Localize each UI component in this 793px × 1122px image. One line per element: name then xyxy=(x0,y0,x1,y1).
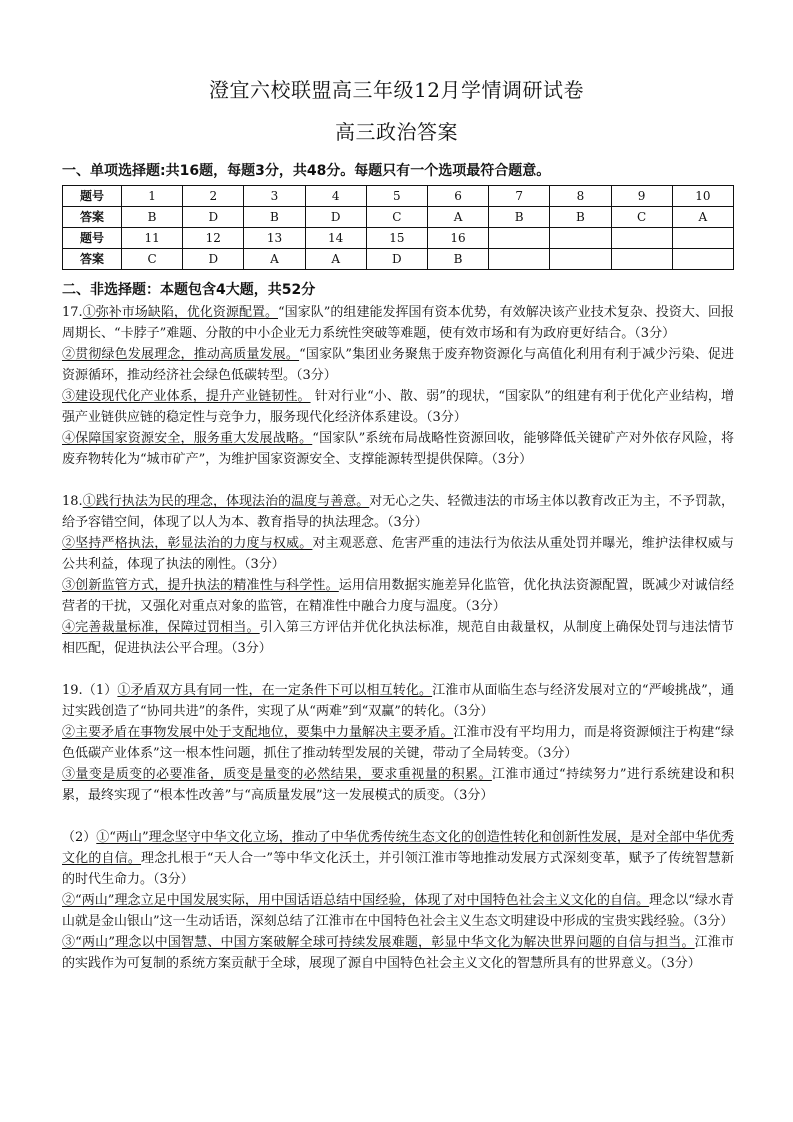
answer-cell: B xyxy=(550,207,611,228)
q17-point-2: ②贯彻绿色发展理念，推动高质量发展。“国家队”集团业务聚焦于废弃物资源化与高值化利用有利于减少污染、促进资源循环，推动经济社会绿色低碳转型。（3分） xyxy=(62,347,734,383)
answer-table xyxy=(62,185,734,270)
question-number-cell xyxy=(550,228,611,249)
question-number-cell: 14 xyxy=(305,228,366,249)
q17-key-2: ②贯彻绿色发展理念，推动高质量发展。 xyxy=(62,347,300,362)
answer-row-label: 答案 xyxy=(63,249,122,270)
question-number-cell: 4 xyxy=(305,186,366,207)
q18-point-2: ②坚持严格执法，彰显法治的力度与权威。对主观恶意、危害严重的违法行为依法从重处罚并曝光，维护法律权威与公共利益，体现了执法的刚性。（3分） xyxy=(62,536,734,572)
q18-key-4: ④完善裁量标准，保障过罚相当。 xyxy=(62,620,260,635)
answer-cell: D xyxy=(366,249,427,270)
answer-cell: B xyxy=(427,249,488,270)
q18-point-3: ③创新监管方式，提升执法的精准性与科学性。运用信用数据实施差异化监管，优化执法资源配置，既减少对诚信经营者的干扰，又强化对重点对象的监管，在精准性中融合力度与温度。（3分） xyxy=(62,578,734,614)
section1-heading: 一、单项选择题:共16题，每题3分，共48分。每题只有一个选项最符合题意。 xyxy=(62,163,551,179)
answer-cell: A xyxy=(244,249,305,270)
q18-key-2: ②坚持严格执法，彰显法治的力度与权威。 xyxy=(62,536,313,551)
question-number-cell: 6 xyxy=(427,186,488,207)
question-number-row-label: 题号 xyxy=(63,228,122,249)
q17-point-1: 17.①弥补市场缺陷，优化资源配置。“国家队”的组建能发挥国有资本优势，有效解决该产业技术复杂、投资大、回报周期长、“卡脖子”难题、分散的中小企业无力系统性突破等难题，使有效市场和有为政府更好结合。（3分） xyxy=(62,305,734,341)
q18-point-1: 18.①践行执法为民的理念，体现法治的温度与善意。对无心之失、轻微违法的市场主体以教育改正为主，不予罚款，给予容错空间，体现了以人为本、教育指导的执法理念。（3分） xyxy=(62,494,734,530)
answer-row xyxy=(63,249,734,270)
answer-cell: B xyxy=(244,207,305,228)
q19-key-1: ①矛盾双方具有同一性，在一定条件下可以相互转化。 xyxy=(117,683,433,698)
q17-key-1: ①弥补市场缺陷，优化资源配置。 xyxy=(82,305,279,320)
q19-point-2: ②主要矛盾在事物发展中处于支配地位，要集中力量解决主要矛盾。江淮市没有平均用力，而是将资源倾注于构建“绿色低碳产业体系”这一根本性问题，抓住了推动转型发展的关键，带动了全局转变。（3分） xyxy=(62,725,734,761)
answer-cell: C xyxy=(611,207,672,228)
q17-point-3: ③建设现代化产业体系，提升产业链韧性。 针对行业“小、散、弱”的现状，“国家队”的组建有利于优化产业结构，增强产业链供应链的稳定性与竞争力，服务现代化经济体系建设。（3分） xyxy=(62,389,734,425)
q19-key-2: ②主要矛盾在事物发展中处于支配地位，要集中力量解决主要矛盾。 xyxy=(62,725,454,740)
section2-heading: 二、非选择题：本题包含4大题，共52分 xyxy=(62,282,316,298)
answer-row-label: 答案 xyxy=(63,207,122,228)
q17-key-3: ③建设现代化产业体系，提升产业链韧性。 xyxy=(62,389,311,404)
question-number-cell xyxy=(489,228,550,249)
answer-cell xyxy=(611,249,672,270)
answer-cell xyxy=(550,249,611,270)
answer-cell: A xyxy=(672,207,733,228)
q17-key-4: ④保障国家资源安全，服务重大发展战略。 xyxy=(62,431,313,446)
exam-title: 澄宜六校联盟高三年级12月学情调研试卷 xyxy=(209,78,584,102)
answer-cell xyxy=(672,249,733,270)
q18-key-1: ①践行执法为民的理念，体现法治的温度与善意。 xyxy=(82,494,370,509)
answer-cell: B xyxy=(122,207,183,228)
question-number-cell: 9 xyxy=(611,186,672,207)
exam-subtitle: 高三政治答案 xyxy=(335,120,458,144)
q19-point-4: （2）①“两山”理念坚守中华文化立场，推动了中华优秀传统生态文化的创造性转化和创新性发展，是对全部中华优秀文化的自信。理念扎根于“天人合一”等中华文化沃土，并引领江淮市等地推动发展方式深刻变革，赋予了传统智慧新的时代生命力。（3分） xyxy=(62,830,734,887)
answers-body xyxy=(62,302,734,974)
question-number-cell: 7 xyxy=(489,186,550,207)
q19-key-5: ②“两山”理念立足中国发展实际，用中国话语总结中国经验，体现了对中国特色社会主义文化的自信。 xyxy=(62,893,650,908)
question-number-cell xyxy=(672,228,733,249)
question-number-cell: 16 xyxy=(427,228,488,249)
q17-point-4: ④保障国家资源安全，服务重大发展战略。“国家队”系统布局战略性资源回收，能够降低关键矿产对外依存风险，将废弃物转化为“城市矿产”，为维护国家资源安全、支撑能源转型提供保障。（3分） xyxy=(62,431,734,467)
q18-point-4: ④完善裁量标准，保障过罚相当。引入第三方评估并优化执法标准，规范自由裁量权，从制度上确保处罚与违法情节相匹配，促进执法公平合理。（3分） xyxy=(62,620,734,656)
q19-point-3: ③量变是质变的必要准备，质变是量变的必然结果，要求重视量的积累。江淮市通过“持续努力”进行系统建设和积累，最终实现了“根本性改善”与“高质量发展”这一发展模式的质变。（3分） xyxy=(62,767,734,803)
q19-point-6: ③“两山”理念以中国智慧、中国方案破解全球可持续发展难题，彰显中华文化为解决世界问题的自信与担当。江淮市的实践作为可复制的系统方案贡献于全球，展现了源自中国特色社会主义文化的智慧所具有的世界意义。（3分） xyxy=(62,935,734,971)
question-number-cell: 10 xyxy=(672,186,733,207)
answer-cell: C xyxy=(122,249,183,270)
answer-cell: A xyxy=(427,207,488,228)
q18-key-3: ③创新监管方式，提升执法的精准性与科学性。 xyxy=(62,578,339,593)
question-number-row-label: 题号 xyxy=(63,186,122,207)
question-number-cell: 5 xyxy=(366,186,427,207)
q19-point-1: 19.（1）①矛盾双方具有同一性，在一定条件下可以相互转化。江淮市从面临生态与经济发展对立的“严峻挑战”，通过实践创造了“协同共进”的条件，实现了从“两难”到“双赢”的转化。（3分） xyxy=(62,683,734,719)
answer-cell xyxy=(489,249,550,270)
question-number-cell: 8 xyxy=(550,186,611,207)
answer-row xyxy=(63,207,734,228)
question-number-cell: 3 xyxy=(244,186,305,207)
answer-cell: D xyxy=(305,207,366,228)
answer-cell: B xyxy=(489,207,550,228)
answer-cell: D xyxy=(183,207,244,228)
question-number-cell xyxy=(611,228,672,249)
question-number-cell: 2 xyxy=(183,186,244,207)
answer-cell: C xyxy=(366,207,427,228)
question-number-cell: 12 xyxy=(183,228,244,249)
question-number-row xyxy=(63,228,734,249)
answer-cell: A xyxy=(305,249,366,270)
q19-point-5: ②“两山”理念立足中国发展实际，用中国话语总结中国经验，体现了对中国特色社会主义文化的自信。理念以“绿水青山就是金山银山”这一生动话语，深刻总结了江淮市在中国特色社会主义生态文明建设中形成的宝贵实践经验。（3分） xyxy=(62,893,734,929)
question-number-cell: 1 xyxy=(122,186,183,207)
question-number-cell: 15 xyxy=(366,228,427,249)
question-number-cell: 11 xyxy=(122,228,183,249)
q19-key-6: ③“两山”理念以中国智慧、中国方案破解全球可持续发展难题，彰显中华文化为解决世界问题的自信与担当。 xyxy=(62,935,695,950)
question-number-row xyxy=(63,186,734,207)
question-number-cell: 13 xyxy=(244,228,305,249)
q19-key-3: ③量变是质变的必要准备，质变是量变的必然结果，要求重视量的积累。 xyxy=(62,767,492,782)
answer-cell: D xyxy=(183,249,244,270)
q19-key-4: ①“两山”理念坚守中华文化立场，推动了中华优秀传统生态文化的创造性转化和创新性发展，是对全部中华优秀文化的自信。 xyxy=(62,830,734,866)
